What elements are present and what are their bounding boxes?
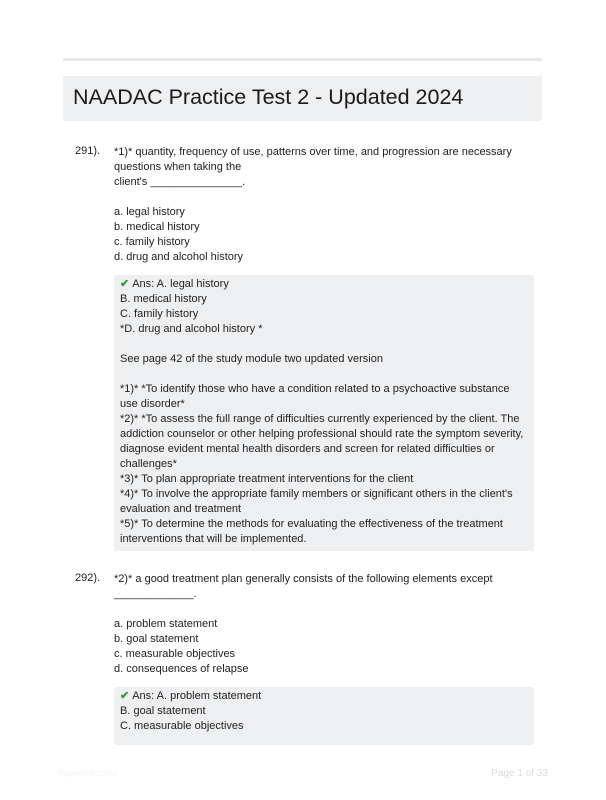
answer-box xyxy=(114,275,534,551)
answer-line: B. goal statement xyxy=(120,705,206,717)
answer-line: B. medical history xyxy=(120,293,207,305)
option-item: d. drug and alcohol history xyxy=(114,251,244,263)
check-icon: ✔ xyxy=(120,278,130,290)
answer-line: *2)* *To assess the full range of difficulties currently experienced by the client. The addiction counselor or other helping professional should rate the symptom severity, diagnose evident mental health disorders and screen for related difficulties or challenges* xyxy=(120,413,524,470)
question-text xyxy=(114,145,514,190)
question-number: 292). xyxy=(75,572,101,584)
top-divider xyxy=(63,58,542,61)
answer-line: *3)* To plan appropriate treatment interventions for the client xyxy=(120,473,414,485)
option-item: c. measurable objectives xyxy=(114,648,236,660)
option-item: c. family history xyxy=(114,236,190,248)
answer-label: Ans: A. legal history xyxy=(132,278,229,290)
option-list xyxy=(114,205,243,265)
footer-site: Paperfinic.com xyxy=(58,768,118,778)
option-item: b. goal statement xyxy=(114,633,199,645)
answer-line: See page 42 of the study module two updated version xyxy=(120,353,383,365)
question-text-line: client's _______________. xyxy=(114,176,246,188)
answer-box xyxy=(114,687,534,745)
option-item: a. legal history xyxy=(114,206,185,218)
option-item: b. medical history xyxy=(114,221,200,233)
answer-line: C. measurable objectives xyxy=(120,720,244,732)
question-text-line: *2)* a good treatment plan generally consists of the following elements except xyxy=(114,573,493,585)
answer-label: Ans: A. problem statement xyxy=(132,690,262,702)
question-text-line: questions when taking the xyxy=(114,161,242,173)
answer-line: *D. drug and alcohol history * xyxy=(120,323,263,335)
page-number: Page 1 of 33 xyxy=(491,768,548,779)
question-text-line: _____________. xyxy=(114,588,197,600)
page-title: NAADAC Practice Test 2 - Updated 2024 xyxy=(73,85,464,109)
option-item: d. consequences of relapse xyxy=(114,663,249,675)
spacer xyxy=(120,367,528,382)
spacer xyxy=(120,337,528,352)
answer-line xyxy=(120,277,528,292)
question-text xyxy=(114,572,514,602)
answer-line: *4)* To involve the appropriate family members or significant others in the client's evaluation and treatment xyxy=(120,488,513,515)
question-text-line: *1)* quantity, frequency of use, patterns over time, and progression are necessary xyxy=(114,146,512,158)
answer-line: C. family history xyxy=(120,308,199,320)
question-number: 291). xyxy=(75,145,101,157)
answer-line: *5)* To determine the methods for evaluating the effectiveness of the treatment interventions that will be implemented. xyxy=(120,518,503,545)
check-icon: ✔ xyxy=(120,690,130,702)
option-item: a. problem statement xyxy=(114,618,218,630)
option-list xyxy=(114,617,249,677)
answer-line: *1)* *To identify those who have a condition related to a psychoactive substance use disorder* xyxy=(120,383,510,410)
answer-line xyxy=(120,689,528,704)
title-banner xyxy=(63,76,542,121)
